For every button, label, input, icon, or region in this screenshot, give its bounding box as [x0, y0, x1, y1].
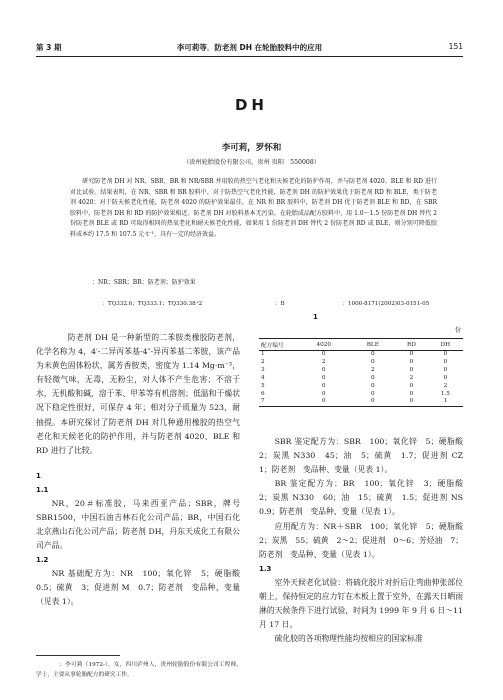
table-cell: 2 [443, 382, 448, 389]
table-unit: 份 [455, 327, 462, 334]
page-number: 151 [448, 42, 463, 51]
table-header-cell: RD [395, 339, 428, 351]
physical-properties-paragraph: 硫化胶的各项物理性能均按相应的国家标准 [274, 634, 423, 644]
table-cell: 3 [261, 366, 265, 373]
table-header-cell: 4020 [297, 339, 350, 351]
table-cell: 2 [321, 358, 326, 365]
table-cell: 0 [321, 382, 326, 389]
table-cell: 1 [261, 351, 265, 357]
table-cell: 0 [370, 382, 375, 389]
authors: 李可莉，罗怀和 [221, 143, 282, 153]
table-cell: 2 [261, 358, 265, 365]
table-cell: 0 [409, 382, 414, 389]
formula-table [259, 338, 463, 407]
left-column [36, 331, 248, 610]
article-number: ：1000-8171(2002)03-0151-05 [320, 301, 430, 307]
table-row [259, 383, 463, 391]
running-header [36, 40, 463, 54]
table-cell: 0 [370, 390, 375, 397]
nr-formula-paragraph: NR 基础配方为：NR 100；氧化锌 5；硬脂酸 0.5；硫黄 3；促进剂 M 0.7；防老剂 变品种，变量（见表 1）。 [36, 569, 248, 607]
table-cell: 0 [409, 366, 414, 373]
table-cell: 5 [261, 382, 265, 389]
intro-paragraph: 防老剂 DH 是一种新型的二苯胺类橡胶防老剂，化学名称为 4，4′-二异丙苯基-4″-异丙苯基二苯胺，该产品为米黄色固体粉状，属芳香胺类，密度为 1.14 Mg·m⁻³，有轻微气味，无毒，无粉尘，对人体不产生危害；不溶于水，无机酸和碱，溶于苯、甲苯等有机溶剂；低温和干燥状况下稳定性很好，可保存 4 年；相对分子质量为 523，耐抽提。本研究探讨了防老剂 DH 对几种通用橡胶的热空气老化和天候老化的防护作用，并与防老剂 4020、BLE 和 RD 进行了比较。 [36, 333, 240, 455]
table-number: 1 [313, 313, 318, 321]
blend-formula-paragraph: 应用配方为：NR＋SBR 100；氧化锌 5；硬脂酸 2；炭黑 55；硫黄 2～2；促进剂 0～6；芳烃油 7；防老剂 变品种、变量（见表 1）。 [259, 521, 471, 559]
table-cell: 6 [261, 390, 265, 397]
table-row [259, 391, 463, 399]
table-cell: 0 [321, 351, 326, 357]
classification-line [80, 299, 463, 308]
keywords: ：NR；SBR；BR；防老剂；防护效果 [80, 279, 196, 286]
table-cell: 1 [428, 398, 463, 406]
section-heading-1: 1 [36, 471, 41, 480]
table-cell: 0 [321, 374, 326, 381]
table-cell: 0 [443, 351, 448, 357]
affiliation: （贵州轮胎股份有限公司，贵州 贵阳 550008） [183, 159, 320, 166]
right-column [259, 435, 471, 646]
table-cell: 0 [370, 351, 375, 357]
section-heading-1-3: 1.3 [259, 564, 272, 573]
issue-number: 第 3 期 [36, 43, 62, 52]
running-title: 李可莉等．防老剂 DH 在轮胎胶料中的应用 [176, 43, 323, 52]
table-row [259, 375, 463, 383]
table-row [259, 359, 463, 367]
table-cell: 0 [443, 366, 448, 373]
table-cell: 0 [443, 358, 448, 365]
table-cell: 0 [443, 374, 448, 381]
author-footnote: ：李可莉（1972-），女，四川泸州人，贵州轮胎股份有限公司工程师，学士，主要从事轮胎配方的研究工作。 [36, 662, 242, 679]
table-cell: 0 [350, 398, 395, 406]
table-cell: 0 [297, 398, 350, 406]
table-cell: 7 [259, 398, 297, 406]
table-cell: 0 [409, 358, 414, 365]
table-cell: 0 [370, 358, 375, 365]
table-cell: 0 [395, 398, 428, 406]
table-header-row [259, 339, 463, 351]
weathering-paragraph: 室外天候老化试验：将硫化胶片对折后让弯曲伸张部位朝上，保持恒定的应力钉在木板上置于室外，在露天日晒雨淋的天候条件下进行试验，时间为 1999 年 9 月 6 日～11 月 17 日。 [259, 577, 463, 630]
materials-paragraph: NR，20＃标准胶，马来西亚产品；SBR，牌号 SBR1500，中国石油吉林石化公司产品；BR，中国石化北京燕山石化公司产品；防老剂 DH，丹东天成化工有限公司产品。 [36, 498, 240, 551]
table-cell: 0 [409, 351, 414, 357]
clc-number: ：TQ332.6；TQ333.1；TQ330.38⁺2 [80, 301, 203, 307]
footnote-rule [36, 655, 120, 656]
table-header-cell: DH [428, 339, 463, 351]
document-code: ：B [275, 301, 285, 307]
section-heading-1-2: 1.2 [36, 556, 49, 565]
table-cell: 2 [370, 366, 375, 373]
table-cell: 0 [321, 390, 326, 397]
table-row [259, 398, 463, 406]
table-row [259, 351, 463, 359]
table-cell: 0 [370, 374, 375, 381]
table-cell: 2 [409, 374, 414, 381]
table-row [259, 367, 463, 375]
table-cell: 0 [409, 390, 414, 397]
article-title: DH [234, 96, 268, 114]
table-header-cell: 配方编号 [259, 339, 297, 351]
table-header-cell: BLE [350, 339, 395, 351]
table-cell: 4 [261, 374, 265, 381]
table-cell: 0 [321, 366, 326, 373]
abstract: 研究防老剂 DH 对 NR、SBR、BR 和 NR/SBR 并用胶的热空气老化和天候老化的防护作用，并与防老剂 4020、BLE 和 RD 进行对比试验。结果表明，在 NR、SBR 和 BR 胶料中，对于防热空气老化性能，防老剂 DH 的防护效果优于防老剂 RD 和 BLE，类于防老剂 4020；对于防天候老化性能，防老剂 4020 的防护效果最佳，在 NR 和 BR 胶料中，防老剂 DH 优于防老剂 BLE 和 RD，在 SBR 胶料中，防老剂 DH 和 RD 的防护效果相近。防老剂 DH 对胶料基本无污染。在轮胎成品配方胶料中，用 1.0～1.5 份防老剂 DH 替代 2 份防老剂 BLE 或 RD 可取得相同的热氧老化和耐天候老化性能，如果用 1 份防老剂 DH 替代 2 份防老剂 RD 或 BLE，则分别可降低胶料成本约 17.5 和 107.5 元·t⁻¹，具有一定的经济效益。 [70, 178, 437, 238]
br-formula-paragraph: BR 鉴定配方为：BR 100；氧化锌 3；硬脂酸 2；炭黑 N330 60；油 15；硫黄 1.5；促进剂 NS 0.9；防老剂 变品种、变量（见表 1）。 [259, 479, 471, 517]
section-heading-1-1: 1.1 [36, 485, 49, 494]
header-rule [36, 56, 463, 57]
table-cell: 1.5 [440, 390, 450, 397]
sbr-formula-paragraph: SBR 鉴定配方为：SBR 100；氧化锌 5；硬脂酸 2；炭黑 N330 45；油 5；硫黄 1.7；促进剂 CZ 1；防老剂 变品种、变量（见表 1）。 [259, 437, 471, 475]
